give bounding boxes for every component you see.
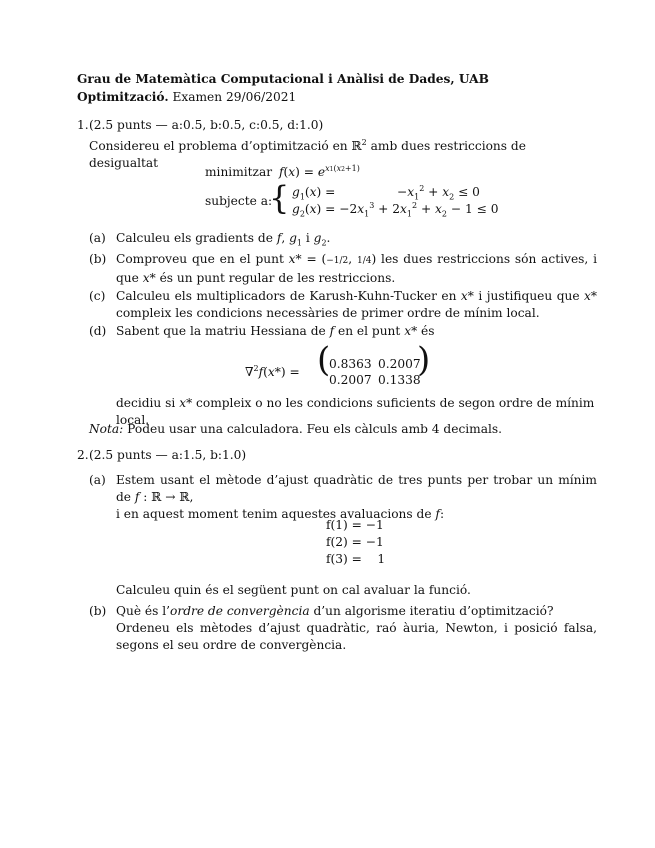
course-title: Grau de Matemàtica Computacional i Anàlisi de Dades, UAB xyxy=(77,72,489,86)
minimize-label: minimitzar xyxy=(205,165,273,179)
question-points: (2.5 punts — a:1.5, b:1.0) xyxy=(89,448,247,462)
constraint-g1-rhs: $-x_1^2 + x_2 \le 0$ xyxy=(397,183,480,202)
matrix-cell: 0.2007 xyxy=(329,373,372,387)
item-2a-task: Calculeu quin és el següent punt on cal avaluar la funció. xyxy=(116,583,471,597)
constraint-g2: $g_2(x) = -2x_1^3 + 2x_1^2 + x_2 - 1 \le 0$ xyxy=(292,200,499,219)
subject-to-label: subjecte a: xyxy=(205,194,273,208)
f-value: f(1) = −1 xyxy=(326,518,384,532)
exam-page: Grau de Matemàtica Computacional i Anàlisi de Dades, UAB Optimització. Examen 29/06/2021 1. (2.5 punts — a:0.5, b:0.5, c:0.5, d:1.0) Considereu el problema d’optimització en ℝ$^2$ amb dues restriccions de desigualtat minimitzar $f(x) = e^{x1(x2+1)}$ subjecte a: { $g_1(x)$ = $-x_1^2 + x_2 \le 0$ $g_2(x) = -2x_1^3 + 2x_1^2 + x_2 - 1 \le 0$ (a) Calculeu els gradients de f, $g_1$ i $g_2$. (b) Comproveu que en el punt x* = (−1/2, 1/4) les dues restriccions són actives, i que x* és un punt regular de les restriccions. (c) Calculeu els multiplicadors de Karush-Kuhn-Tucker en x* i justifiqueu que x* compleix les condicions necessàries de primer ordre de mínim local. (d) Sabent que la matriu Hessiana de f en el punt x* és ∇$^2$f(x*) = ( 0.8363 0.2007 0.2007 0.1338 ) decidiu si x* compleix o no les condicions suficients de segon ordre de mínim local. Nota: Podeu usar una calculadora. Feu els càlculs amb 4 decimals. 2. (2.5 punts — a:1.5, b:1.0) (a) Estem usant el mètode d’ajust quadràtic de tres punts per trobar un mínim de f : ℝ → ℝ, i en aquest moment tenim aquestes avaluacions de f: f(1) = −1 f(2) = −1 f(3) = 1 Calculeu quin és el següent punt on cal avaluar la funció. (b) Què és l’ordre de convergència d’un algorisme iteratiu d’optimització? Ordeneu els mètodes d’ajust quadràtic, raó àuria, Newton, i posició falsa, segons el seu ordre de convergència. xyxy=(77,72,597,652)
hessian-equation: ∇$^2$f(x*) = ( 0.8363 0.2007 0.2007 0.1338 ) xyxy=(245,340,431,387)
function-values xyxy=(326,517,385,568)
note-label: Nota: xyxy=(89,422,124,436)
matrix-cell: 0.1338 xyxy=(378,373,421,387)
matrix-cell: 0.2007 xyxy=(378,357,421,371)
subject-name: Optimització. xyxy=(77,90,169,104)
question-points: (2.5 punts — a:0.5, b:0.5, c:0.5, d:1.0) xyxy=(89,118,324,132)
left-brace: { xyxy=(269,179,290,217)
matrix-cell: 0.8363 xyxy=(329,357,372,371)
question-number: 2. xyxy=(77,448,89,462)
exam-header xyxy=(77,71,597,107)
f-value: f(3) = 1 xyxy=(326,552,386,566)
r2-symbol: ℝ$^2$ xyxy=(351,137,367,153)
exam-date: Examen 29/06/2021 xyxy=(172,90,297,104)
decide-text: decidiu si x* compleix o no les condicions suficients de segon ordre de mínim local. xyxy=(116,396,595,427)
question-number: 1. xyxy=(77,118,89,132)
note xyxy=(89,421,597,438)
f-value: f(2) = −1 xyxy=(326,535,384,549)
question-intro: Considereu el problema d’optimització en ℝ$^2$ amb dues restriccions de desigualtat xyxy=(89,137,526,170)
note-text: Podeu usar una calculadora. Feu els càlculs amb 4 decimals. xyxy=(127,422,503,436)
objective-function: $f(x) = e^{x1(x2+1)}$ xyxy=(279,163,360,179)
constraint-g1: $g_1(x)$ = xyxy=(292,185,336,202)
